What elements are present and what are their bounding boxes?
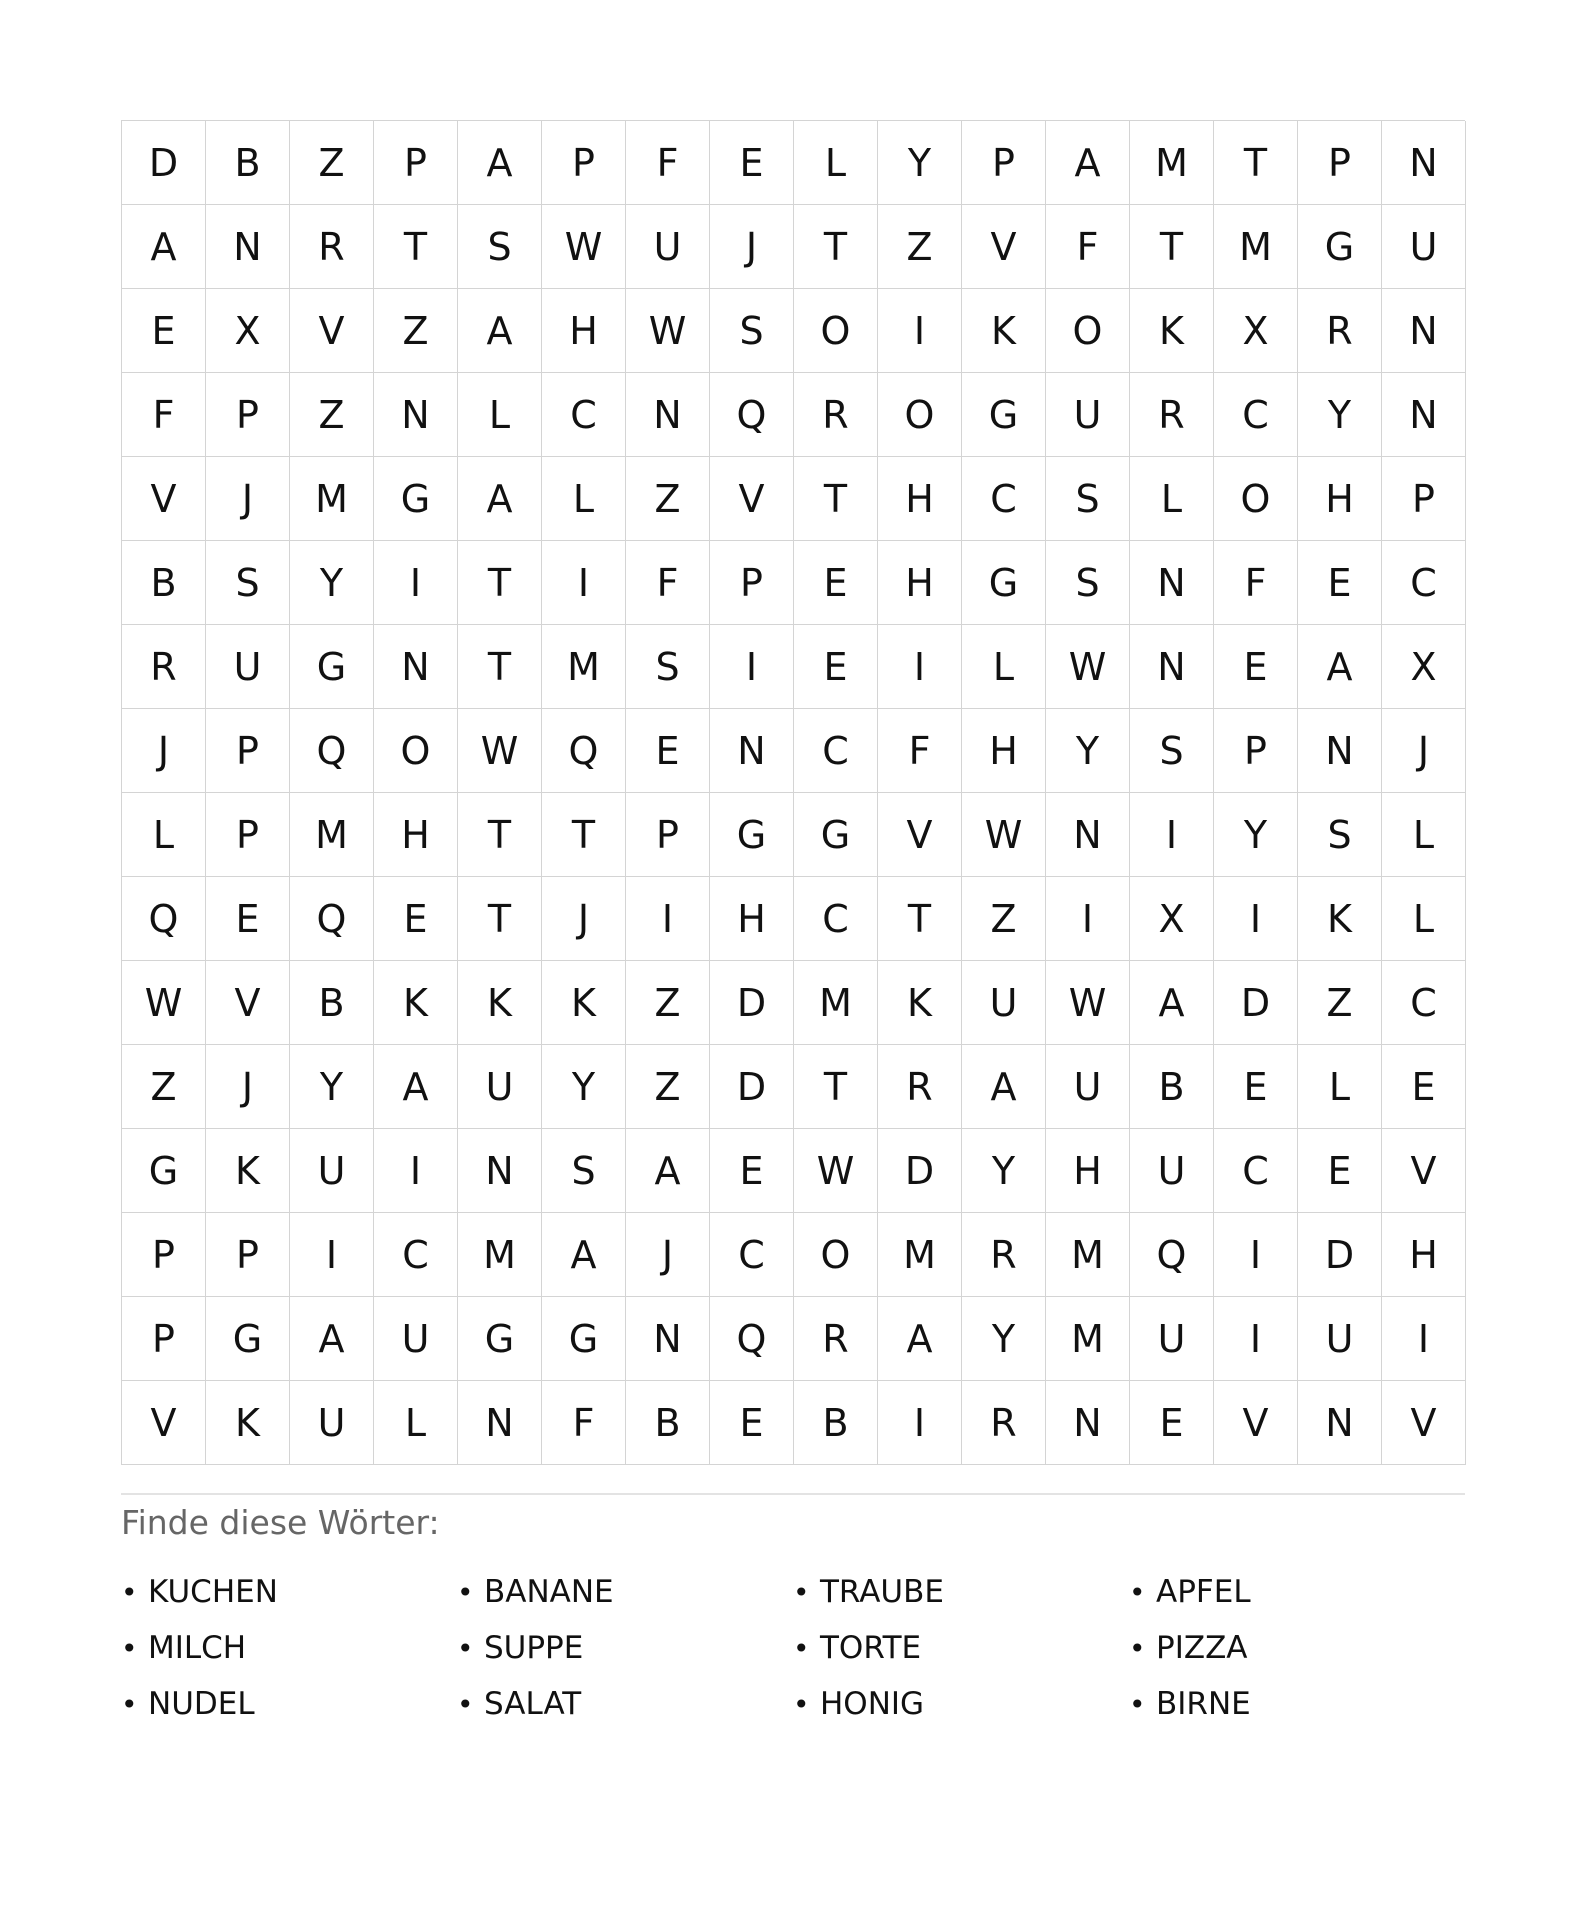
grid-cell[interactable]: E (1214, 1045, 1298, 1129)
grid-cell[interactable]: H (542, 289, 626, 373)
word-list (121, 1564, 1465, 1732)
grid-cell[interactable]: O (878, 373, 962, 457)
grid-cell[interactable]: D (710, 961, 794, 1045)
grid-cell[interactable]: G (710, 793, 794, 877)
grid-cell[interactable]: A (458, 121, 542, 205)
grid-cell[interactable]: P (122, 1213, 206, 1297)
grid-cell[interactable]: L (1382, 793, 1466, 877)
word-label: SALAT (484, 1686, 582, 1722)
grid-cell[interactable]: D (1214, 961, 1298, 1045)
grid-cell[interactable]: E (794, 625, 878, 709)
grid-cell[interactable]: F (122, 373, 206, 457)
grid-cell[interactable]: G (206, 1297, 290, 1381)
grid-cell[interactable]: M (290, 793, 374, 877)
grid-cell[interactable]: L (794, 121, 878, 205)
word-list-item (457, 1564, 793, 1620)
grid-cell[interactable]: N (710, 709, 794, 793)
grid-cell[interactable]: K (1298, 877, 1382, 961)
grid-cell[interactable]: A (1046, 121, 1130, 205)
grid-cell[interactable]: Z (290, 373, 374, 457)
grid-cell[interactable]: U (458, 1045, 542, 1129)
grid-cell[interactable]: A (458, 289, 542, 373)
grid-cell[interactable]: C (374, 1213, 458, 1297)
grid-cell[interactable]: Z (878, 205, 962, 289)
word-list-item (1129, 1620, 1465, 1676)
grid-cell[interactable]: W (962, 793, 1046, 877)
grid-cell[interactable]: K (206, 1129, 290, 1213)
grid-cell[interactable]: A (374, 1045, 458, 1129)
grid-cell[interactable]: F (542, 1381, 626, 1465)
grid-cell[interactable]: G (794, 793, 878, 877)
grid-cell[interactable]: Y (290, 541, 374, 625)
grid-cell[interactable]: H (710, 877, 794, 961)
word-label: TRAUBE (820, 1574, 944, 1610)
word-list-item (121, 1564, 457, 1620)
grid-cell[interactable]: N (458, 1381, 542, 1465)
bullet-icon: • (1129, 1687, 1146, 1721)
grid-cell[interactable]: M (458, 1213, 542, 1297)
grid-cell[interactable]: U (290, 1129, 374, 1213)
grid-cell[interactable]: P (206, 373, 290, 457)
grid-cell[interactable]: T (794, 205, 878, 289)
grid-cell[interactable]: Q (542, 709, 626, 793)
grid-cell[interactable]: U (962, 961, 1046, 1045)
grid-cell[interactable]: I (374, 1129, 458, 1213)
grid-cell[interactable]: U (626, 205, 710, 289)
grid-cell[interactable]: V (122, 457, 206, 541)
grid-cell[interactable]: P (1214, 709, 1298, 793)
grid-cell[interactable]: C (710, 1213, 794, 1297)
grid-cell[interactable]: C (794, 877, 878, 961)
grid-cell[interactable]: U (1046, 1045, 1130, 1129)
grid-cell[interactable]: K (458, 961, 542, 1045)
grid-cell[interactable]: K (374, 961, 458, 1045)
grid-cell[interactable]: N (1130, 625, 1214, 709)
grid-cell[interactable]: P (206, 793, 290, 877)
grid-cell[interactable]: X (206, 289, 290, 373)
grid-cell[interactable]: R (1298, 289, 1382, 373)
grid-cell[interactable]: L (374, 1381, 458, 1465)
grid-cell[interactable]: Q (1130, 1213, 1214, 1297)
grid-cell[interactable]: Y (1298, 373, 1382, 457)
grid-cell[interactable]: K (206, 1381, 290, 1465)
bullet-icon: • (121, 1575, 138, 1609)
grid-cell[interactable]: W (542, 205, 626, 289)
word-label: TORTE (820, 1630, 922, 1666)
grid-cell[interactable]: U (1382, 205, 1466, 289)
grid-cell[interactable]: P (374, 121, 458, 205)
grid-cell[interactable]: C (1214, 1129, 1298, 1213)
grid-cell[interactable]: Y (878, 121, 962, 205)
grid-cell[interactable]: E (710, 1381, 794, 1465)
word-label: NUDEL (148, 1686, 255, 1722)
grid-cell[interactable]: G (374, 457, 458, 541)
word-list-item (1129, 1564, 1465, 1620)
grid-cell[interactable]: W (1046, 625, 1130, 709)
grid-cell[interactable]: H (1298, 457, 1382, 541)
grid-cell[interactable]: I (290, 1213, 374, 1297)
grid-cell[interactable]: R (962, 1213, 1046, 1297)
grid-cell[interactable]: E (710, 121, 794, 205)
bullet-icon: • (457, 1575, 474, 1609)
grid-cell[interactable]: O (794, 1213, 878, 1297)
grid-cell[interactable]: N (374, 625, 458, 709)
grid-cell[interactable]: H (1382, 1213, 1466, 1297)
grid-cell[interactable]: J (206, 1045, 290, 1129)
grid-cell[interactable]: Y (962, 1297, 1046, 1381)
grid-cell[interactable]: W (794, 1129, 878, 1213)
grid-cell[interactable]: Z (626, 457, 710, 541)
grid-cell[interactable]: Y (542, 1045, 626, 1129)
grid-cell[interactable]: C (542, 373, 626, 457)
grid-cell[interactable]: I (710, 625, 794, 709)
grid-cell[interactable]: R (1130, 373, 1214, 457)
word-label: SUPPE (484, 1630, 584, 1666)
grid-cell[interactable]: N (1298, 709, 1382, 793)
word-list-item (457, 1620, 793, 1676)
grid-cell[interactable]: G (122, 1129, 206, 1213)
grid-cell[interactable]: M (1046, 1297, 1130, 1381)
grid-cell[interactable]: Z (626, 961, 710, 1045)
grid-cell[interactable]: B (626, 1381, 710, 1465)
grid-cell[interactable]: Z (122, 1045, 206, 1129)
grid-cell[interactable]: C (1382, 541, 1466, 625)
grid-cell[interactable]: C (1382, 961, 1466, 1045)
grid-cell[interactable]: A (458, 457, 542, 541)
grid-cell[interactable]: V (1214, 1381, 1298, 1465)
grid-cell[interactable]: Q (290, 709, 374, 793)
grid-cell[interactable]: T (1130, 205, 1214, 289)
bullet-icon: • (121, 1631, 138, 1665)
grid-cell[interactable]: V (962, 205, 1046, 289)
grid-cell[interactable]: N (1382, 373, 1466, 457)
grid-cell[interactable]: E (122, 289, 206, 373)
grid-cell[interactable]: E (1214, 625, 1298, 709)
grid-cell[interactable]: U (1298, 1297, 1382, 1381)
grid-cell[interactable]: S (1046, 457, 1130, 541)
grid-cell[interactable]: S (1130, 709, 1214, 793)
grid-cell[interactable]: W (458, 709, 542, 793)
grid-cell[interactable]: J (1382, 709, 1466, 793)
word-label: BANANE (484, 1574, 614, 1610)
grid-cell[interactable]: P (206, 709, 290, 793)
grid-cell[interactable]: E (626, 709, 710, 793)
grid-cell[interactable]: F (878, 709, 962, 793)
bullet-icon: • (793, 1687, 810, 1721)
grid-cell[interactable]: N (1046, 793, 1130, 877)
grid-cell[interactable]: T (458, 541, 542, 625)
grid-cell[interactable]: Z (626, 1045, 710, 1129)
grid-cell[interactable]: H (962, 709, 1046, 793)
grid-cell[interactable]: Z (962, 877, 1046, 961)
grid-cell[interactable]: G (962, 373, 1046, 457)
grid-cell[interactable]: V (1382, 1381, 1466, 1465)
grid-cell[interactable]: A (542, 1213, 626, 1297)
grid-cell[interactable]: A (1130, 961, 1214, 1045)
grid-cell[interactable]: R (794, 373, 878, 457)
grid-cell[interactable]: I (626, 877, 710, 961)
grid-cell[interactable]: K (542, 961, 626, 1045)
bullet-icon: • (457, 1631, 474, 1665)
grid-cell[interactable]: A (626, 1129, 710, 1213)
divider (121, 1493, 1465, 1495)
grid-cell[interactable]: J (710, 205, 794, 289)
word-label: KUCHEN (148, 1574, 278, 1610)
grid-cell[interactable]: O (1214, 457, 1298, 541)
grid-cell[interactable]: R (962, 1381, 1046, 1465)
grid-cell[interactable]: M (542, 625, 626, 709)
grid-cell[interactable]: N (626, 373, 710, 457)
grid-cell[interactable]: I (1214, 1297, 1298, 1381)
grid-cell[interactable]: E (1298, 541, 1382, 625)
grid-cell[interactable]: M (1130, 121, 1214, 205)
grid-cell[interactable]: G (542, 1297, 626, 1381)
grid-cell[interactable]: Y (1046, 709, 1130, 793)
grid-cell[interactable]: N (1130, 541, 1214, 625)
grid-cell[interactable]: J (542, 877, 626, 961)
grid-cell[interactable]: V (878, 793, 962, 877)
grid-cell[interactable]: R (794, 1297, 878, 1381)
grid-cell[interactable]: F (626, 121, 710, 205)
grid-cell[interactable]: B (1130, 1045, 1214, 1129)
word-list-item (121, 1620, 457, 1676)
grid-cell[interactable]: G (1298, 205, 1382, 289)
grid-cell[interactable]: P (626, 793, 710, 877)
bullet-icon: • (793, 1631, 810, 1665)
grid-cell[interactable]: Y (290, 1045, 374, 1129)
grid-cell[interactable]: E (710, 1129, 794, 1213)
word-list-item (793, 1564, 1129, 1620)
word-list-item (793, 1676, 1129, 1732)
word-label: HONIG (820, 1686, 925, 1722)
grid-cell[interactable]: M (1046, 1213, 1130, 1297)
grid-cell[interactable]: W (122, 961, 206, 1045)
grid-cell[interactable]: G (458, 1297, 542, 1381)
grid-cell[interactable]: Y (962, 1129, 1046, 1213)
grid-cell[interactable]: P (710, 541, 794, 625)
grid-cell[interactable]: M (794, 961, 878, 1045)
grid-cell[interactable]: E (1298, 1129, 1382, 1213)
grid-cell[interactable]: P (122, 1297, 206, 1381)
grid-cell[interactable]: H (374, 793, 458, 877)
grid-cell[interactable]: U (290, 1381, 374, 1465)
grid-cell[interactable]: S (710, 289, 794, 373)
grid-cell[interactable]: S (1298, 793, 1382, 877)
grid-cell[interactable]: B (122, 541, 206, 625)
grid-cell[interactable]: U (1130, 1129, 1214, 1213)
grid-cell[interactable]: I (1214, 1213, 1298, 1297)
grid-cell[interactable]: X (1214, 289, 1298, 373)
grid-cell[interactable]: O (374, 709, 458, 793)
grid-cell[interactable]: F (1046, 205, 1130, 289)
word-label: MILCH (148, 1630, 247, 1666)
grid-cell[interactable]: B (794, 1381, 878, 1465)
grid-cell[interactable]: T (878, 877, 962, 961)
grid-cell[interactable]: W (626, 289, 710, 373)
bullet-icon: • (457, 1687, 474, 1721)
grid-cell[interactable]: T (374, 205, 458, 289)
grid-cell[interactable]: G (290, 625, 374, 709)
grid-cell[interactable]: B (206, 121, 290, 205)
grid-cell[interactable]: S (458, 205, 542, 289)
grid-cell[interactable]: D (878, 1129, 962, 1213)
grid-cell[interactable]: N (1382, 289, 1466, 373)
grid-cell[interactable]: E (794, 541, 878, 625)
grid-cell[interactable]: Q (122, 877, 206, 961)
grid-cell[interactable]: F (1214, 541, 1298, 625)
bullet-icon: • (1129, 1575, 1146, 1609)
grid-cell[interactable]: U (1046, 373, 1130, 457)
grid-cell[interactable]: L (122, 793, 206, 877)
grid-cell[interactable]: D (710, 1045, 794, 1129)
grid-cell[interactable]: N (626, 1297, 710, 1381)
grid-cell[interactable]: P (542, 121, 626, 205)
grid-cell[interactable]: L (1130, 457, 1214, 541)
grid-cell[interactable]: H (878, 457, 962, 541)
grid-cell[interactable]: Z (374, 289, 458, 373)
word-label: BIRNE (1156, 1686, 1251, 1722)
grid-cell[interactable]: T (458, 793, 542, 877)
grid-cell[interactable]: R (122, 625, 206, 709)
grid-cell[interactable]: K (962, 289, 1046, 373)
grid-cell[interactable]: P (1298, 121, 1382, 205)
grid-cell[interactable]: Q (710, 1297, 794, 1381)
grid-cell[interactable]: K (1130, 289, 1214, 373)
grid-cell[interactable]: Y (1214, 793, 1298, 877)
grid-cell[interactable]: N (1382, 121, 1466, 205)
grid-cell[interactable]: Q (710, 373, 794, 457)
grid-cell[interactable]: N (374, 373, 458, 457)
grid-cell[interactable]: I (878, 289, 962, 373)
grid-cell[interactable]: O (794, 289, 878, 373)
grid-cell[interactable]: U (206, 625, 290, 709)
grid-cell[interactable]: Z (290, 121, 374, 205)
grid-cell[interactable]: A (962, 1045, 1046, 1129)
grid-cell[interactable]: R (290, 205, 374, 289)
grid-cell[interactable]: J (206, 457, 290, 541)
grid-cell[interactable]: T (794, 457, 878, 541)
grid-cell[interactable]: T (458, 877, 542, 961)
word-label: APFEL (1156, 1574, 1251, 1610)
grid-cell[interactable]: S (542, 1129, 626, 1213)
grid-cell[interactable]: I (1046, 877, 1130, 961)
grid-cell[interactable]: P (962, 121, 1046, 205)
instructions-label: Finde diese Wörter: (121, 1503, 440, 1542)
grid-cell[interactable]: J (122, 709, 206, 793)
grid-cell[interactable]: I (542, 541, 626, 625)
bullet-icon: • (793, 1575, 810, 1609)
grid-cell[interactable]: E (374, 877, 458, 961)
grid-cell[interactable]: S (1046, 541, 1130, 625)
grid-cell[interactable]: T (542, 793, 626, 877)
grid-cell[interactable]: V (1382, 1129, 1466, 1213)
grid-cell[interactable]: X (1130, 877, 1214, 961)
grid-cell[interactable]: T (458, 625, 542, 709)
word-list-item (457, 1676, 793, 1732)
grid-cell[interactable]: O (1046, 289, 1130, 373)
grid-cell[interactable]: A (878, 1297, 962, 1381)
grid-cell[interactable]: H (1046, 1129, 1130, 1213)
letter-grid (121, 120, 1465, 1465)
grid-cell[interactable]: L (962, 625, 1046, 709)
grid-cell[interactable]: V (710, 457, 794, 541)
grid-cell[interactable]: Q (290, 877, 374, 961)
grid-cell[interactable]: I (1382, 1297, 1466, 1381)
grid-cell[interactable]: D (122, 121, 206, 205)
grid-cell[interactable]: R (878, 1045, 962, 1129)
grid-cell[interactable]: C (962, 457, 1046, 541)
grid-cell[interactable]: C (1214, 373, 1298, 457)
grid-cell[interactable]: L (542, 457, 626, 541)
bullet-icon: • (1129, 1631, 1146, 1665)
grid-cell[interactable]: S (206, 541, 290, 625)
grid-cell[interactable]: B (290, 961, 374, 1045)
grid-cell[interactable]: P (1382, 457, 1466, 541)
grid-cell[interactable]: G (962, 541, 1046, 625)
grid-cell[interactable]: I (1130, 793, 1214, 877)
grid-cell[interactable]: T (1214, 121, 1298, 205)
word-list-item (1129, 1676, 1465, 1732)
grid-cell[interactable]: X (1382, 625, 1466, 709)
grid-cell[interactable]: L (458, 373, 542, 457)
grid-cell[interactable]: E (1130, 1381, 1214, 1465)
grid-cell[interactable]: H (878, 541, 962, 625)
grid-cell[interactable]: A (1298, 625, 1382, 709)
grid-cell[interactable]: M (290, 457, 374, 541)
grid-cell[interactable]: I (374, 541, 458, 625)
word-list-item (793, 1620, 1129, 1676)
word-list-item (121, 1676, 457, 1732)
grid-cell[interactable]: V (122, 1381, 206, 1465)
grid-cell[interactable]: L (1298, 1045, 1382, 1129)
grid-cell[interactable]: N (1298, 1381, 1382, 1465)
grid-cell[interactable]: N (1046, 1381, 1130, 1465)
grid-cell[interactable]: I (878, 1381, 962, 1465)
word-label: PIZZA (1156, 1630, 1248, 1666)
grid-cell[interactable]: I (1214, 877, 1298, 961)
grid-cell[interactable]: Z (1298, 961, 1382, 1045)
grid-cell[interactable]: T (794, 1045, 878, 1129)
grid-cell[interactable]: E (206, 877, 290, 961)
grid-cell[interactable]: P (206, 1213, 290, 1297)
grid-cell[interactable]: V (290, 289, 374, 373)
grid-cell[interactable]: V (206, 961, 290, 1045)
word-search-puzzle (121, 120, 1465, 1732)
grid-cell[interactable]: U (374, 1297, 458, 1381)
grid-cell[interactable]: S (626, 625, 710, 709)
grid-cell[interactable]: C (794, 709, 878, 793)
grid-cell[interactable]: M (1214, 205, 1298, 289)
grid-cell[interactable]: E (1382, 1045, 1466, 1129)
grid-cell[interactable]: J (626, 1213, 710, 1297)
grid-cell[interactable]: N (206, 205, 290, 289)
grid-cell[interactable]: K (878, 961, 962, 1045)
grid-cell[interactable]: W (1046, 961, 1130, 1045)
grid-cell[interactable]: D (1298, 1213, 1382, 1297)
grid-cell[interactable]: N (458, 1129, 542, 1213)
grid-cell[interactable]: A (122, 205, 206, 289)
bullet-icon: • (121, 1687, 138, 1721)
grid-cell[interactable]: L (1382, 877, 1466, 961)
grid-cell[interactable]: I (878, 625, 962, 709)
grid-cell[interactable]: F (626, 541, 710, 625)
grid-cell[interactable]: U (1130, 1297, 1214, 1381)
grid-cell[interactable]: M (878, 1213, 962, 1297)
grid-cell[interactable]: A (290, 1297, 374, 1381)
